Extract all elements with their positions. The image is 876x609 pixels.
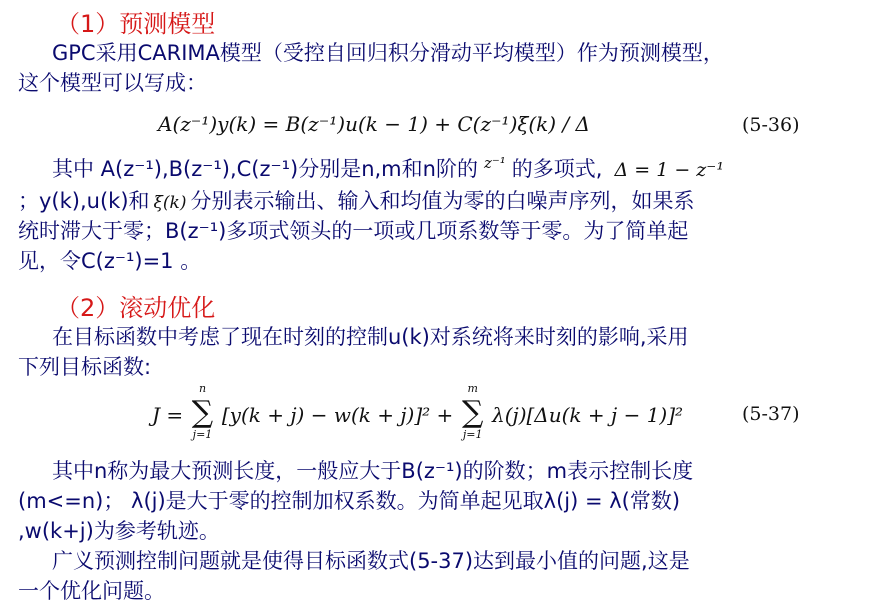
desc2-text-b: 分别表示输出、输入和均值为零的白噪声序列，如果系 bbox=[190, 189, 695, 213]
sum1-bottom: j=1 bbox=[192, 428, 213, 441]
section2-intro-line2: 下列目标函数: bbox=[18, 355, 152, 379]
eq-right: λ(j)[Δu(k + j − 1)]² bbox=[492, 403, 684, 427]
sigma2-icon: ∑ bbox=[461, 395, 484, 430]
equation-number-5-36: (5-36) bbox=[742, 114, 800, 136]
section2-intro-line1: 在目标函数中考虑了现在时刻的控制u(k)对系统将来时刻的影响,采用 bbox=[52, 325, 689, 349]
section1-heading: （1）预测模型 bbox=[56, 10, 216, 38]
section1-intro-line1: GPC采用CARIMA模型（受控自回归积分滑动平均模型）作为预测模型， bbox=[52, 41, 724, 65]
equation-5-36: A(z⁻¹)y(k) = B(z⁻¹)u(k − 1) + C(z⁻¹)ξ(k) / Δ bbox=[158, 112, 591, 136]
section2-heading: （2）滚动优化 bbox=[56, 294, 216, 322]
xi-symbol: ξ(k) bbox=[153, 193, 187, 213]
z-inverse-symbol: z⁻¹ bbox=[483, 154, 506, 172]
section1-desc-line2 bbox=[18, 186, 863, 219]
delta-definition: Δ = 1 − z⁻¹ bbox=[614, 159, 724, 181]
eq-mid: [y(k + j) − w(k + j)]² + bbox=[221, 403, 454, 427]
equation-number-5-37: (5-37) bbox=[742, 403, 800, 425]
section1-desc-line3: 统时滞大于零；B(z⁻¹)多项式领头的一项或几项系数等于零。为了简单起 bbox=[18, 219, 689, 243]
desc1-text-a: 其中 A(z⁻¹),B(z⁻¹),C(z⁻¹)分别是n,m和n阶的 bbox=[52, 157, 478, 181]
section1-intro-line2: 这个模型可以写成： bbox=[18, 71, 207, 95]
section2-desc-line1: 其中n称为最大预测长度，一般应大于B(z⁻¹)的阶数；m表示控制长度 bbox=[52, 459, 694, 483]
section2-desc-line3: ,w(k+j)为参考轨迹。 bbox=[18, 519, 220, 543]
section2-desc-line2: (m<=n)； λ(j)是大于零的控制加权系数。为简单起见取λ(j) = λ(常数) bbox=[18, 489, 681, 513]
eq-left: J = bbox=[152, 403, 184, 427]
section2-final-line1: 广义预测控制问题就是使得目标函数式(5-37)达到最小值的问题,这是 bbox=[52, 549, 690, 573]
equation-5-37 bbox=[152, 382, 684, 448]
section2-final-line2: 一个优化问题。 bbox=[18, 579, 165, 603]
sigma1-icon: ∑ bbox=[191, 395, 214, 430]
desc1-text-b: 的多项式, bbox=[511, 157, 603, 181]
desc2-text-a: ；y(k),u(k)和 bbox=[18, 189, 150, 213]
sum2 bbox=[460, 382, 486, 441]
sum2-top: m bbox=[467, 382, 478, 395]
section1-desc-line1 bbox=[52, 154, 876, 187]
sum1-top: n bbox=[198, 382, 207, 395]
sum1 bbox=[190, 382, 216, 441]
sum2-bottom: j=1 bbox=[462, 428, 483, 441]
section1-desc-line4: 见，令C(z⁻¹)=1 。 bbox=[18, 249, 202, 273]
